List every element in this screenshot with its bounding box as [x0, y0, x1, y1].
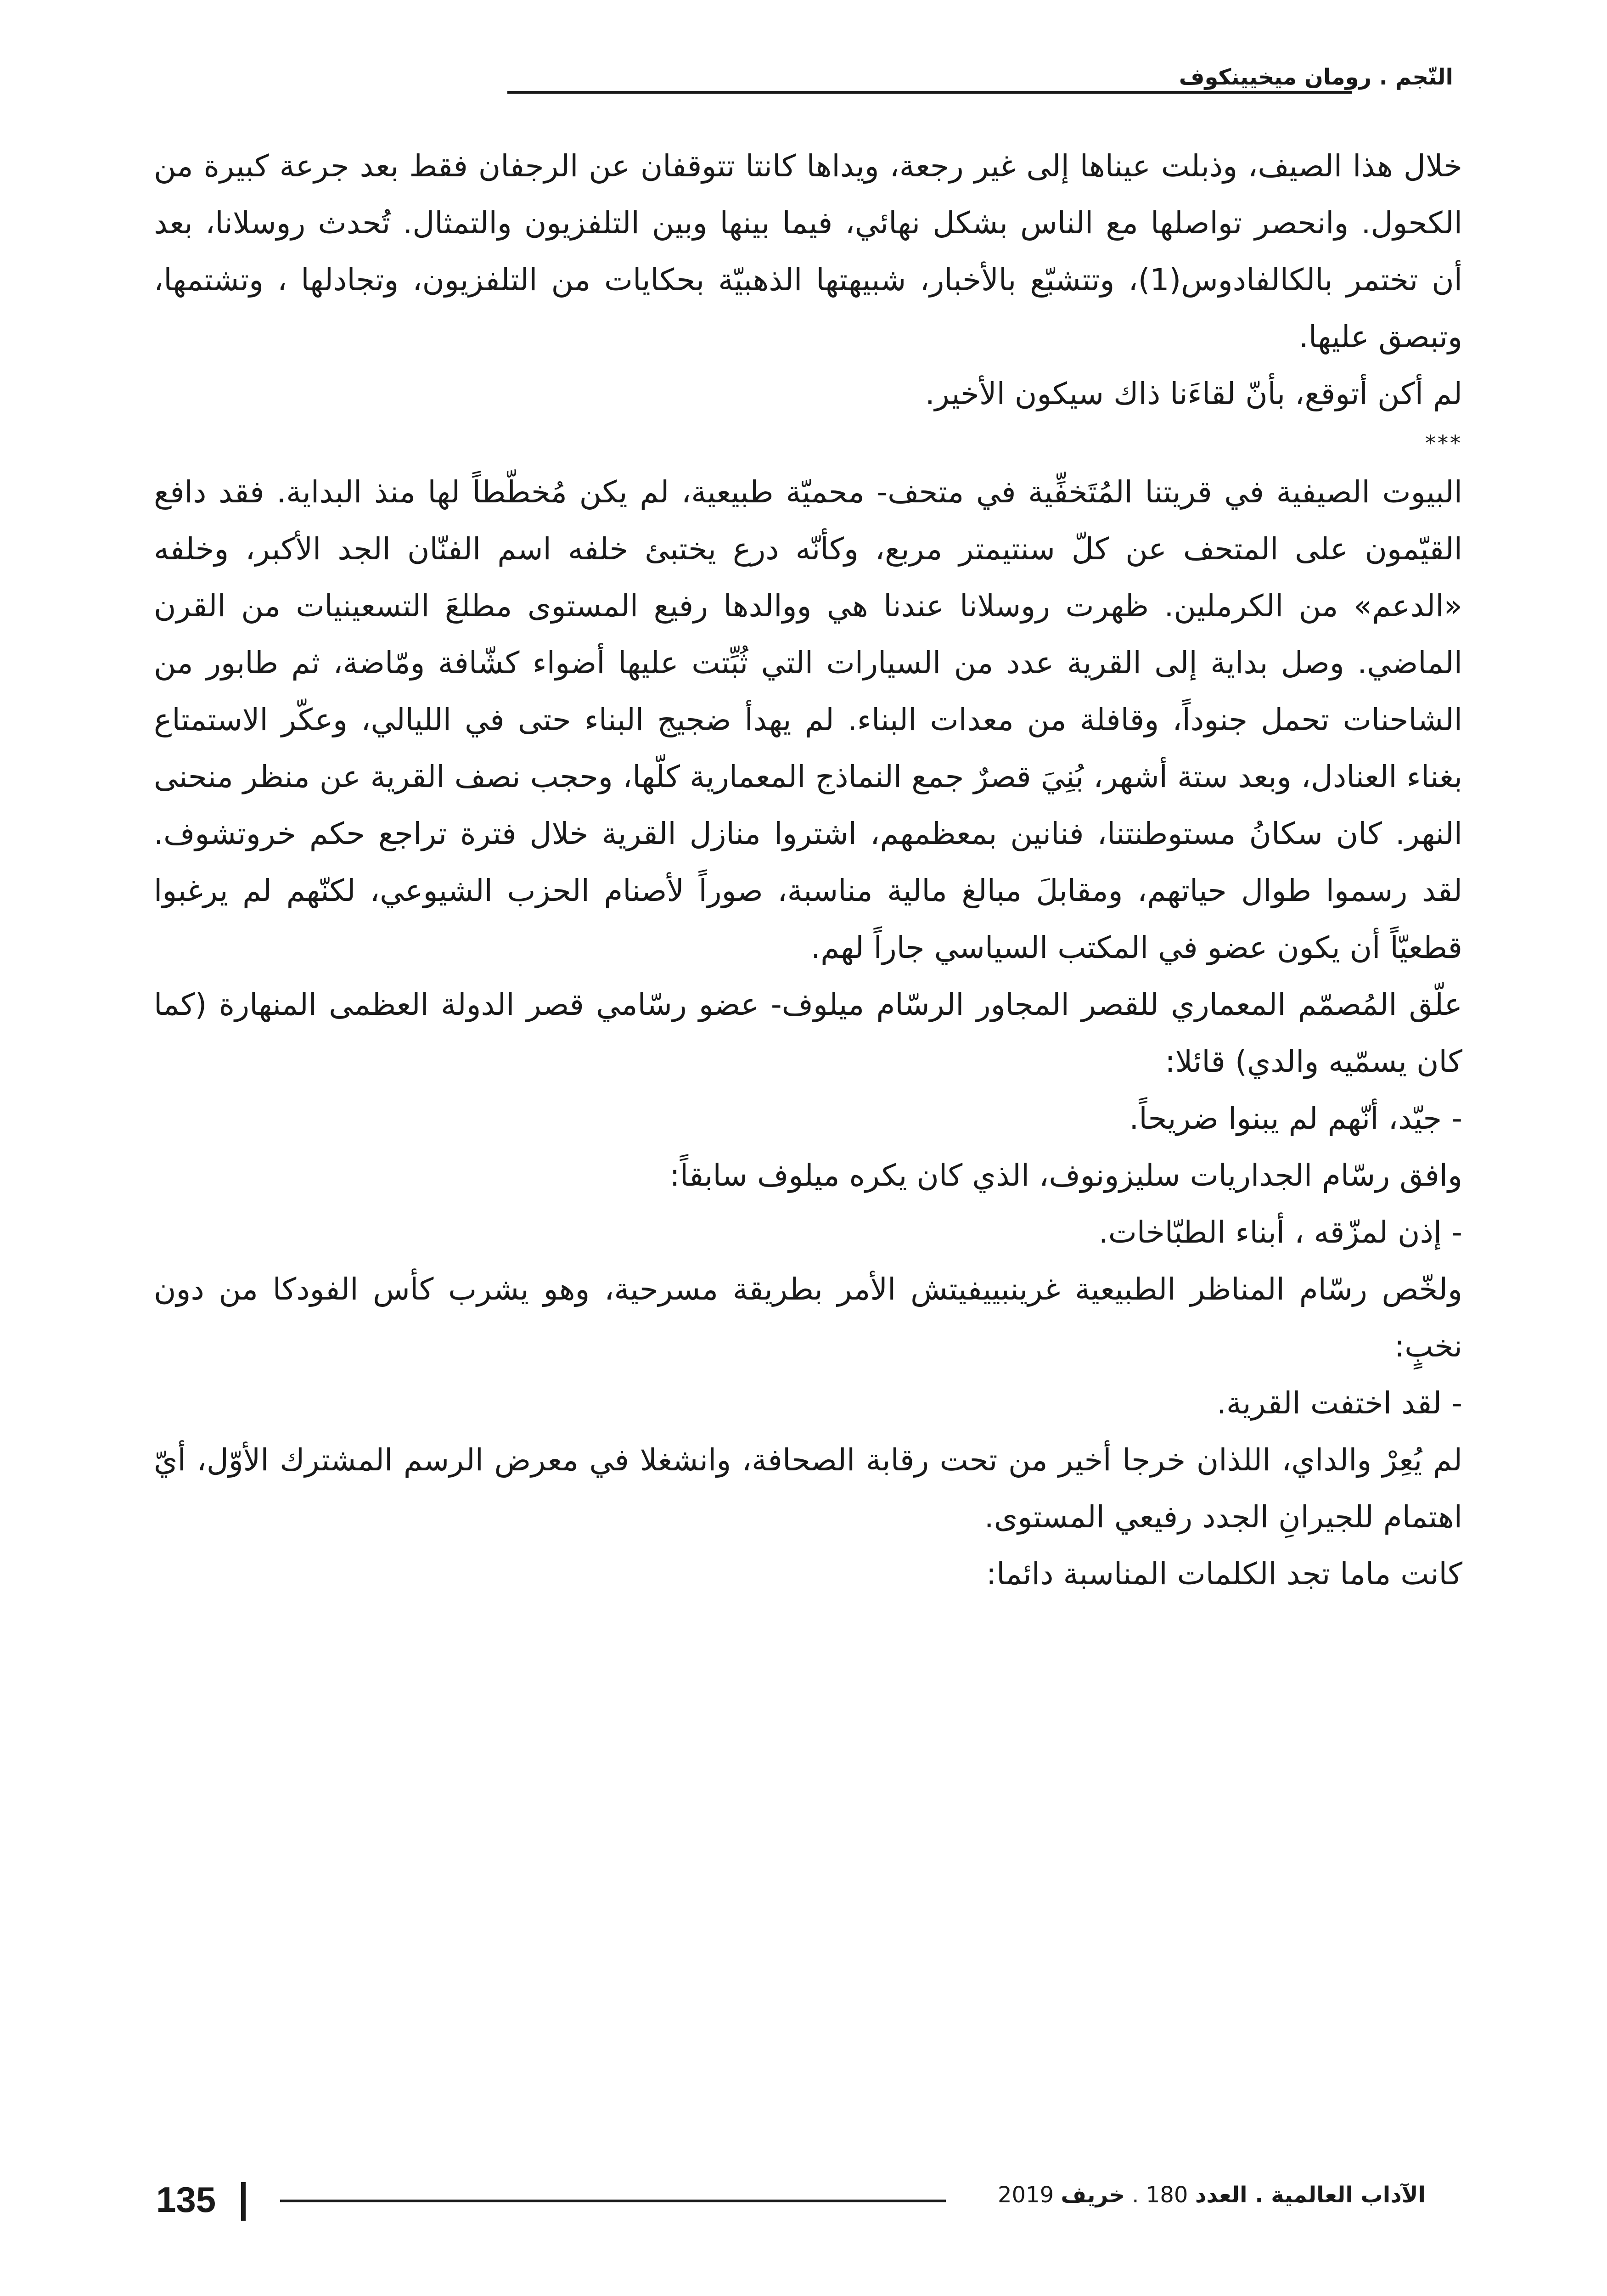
paragraph: وافق رسّام الجداريات سليزونوف، الذي كان يكره ميلوف سابقاً:	[669, 1158, 1462, 1193]
page-number: 135	[156, 2179, 216, 2220]
dialogue-line: - لقد اختفت القرية.	[1216, 1385, 1462, 1421]
paragraph: لم أكن أتوقع، بأنّ لقاءَنا ذاك سيكون الأخير.	[925, 376, 1462, 411]
paragraph: ولخّص رسّام المناظر الطبيعية غرينبييفيتش الأمر بطريقة مسرحية، وهو يشرب كأس الفودكا من دون نخبٍ:	[154, 1272, 1462, 1364]
section-separator: ***	[1425, 431, 1462, 456]
dialogue-line: - إذن لمزّقه ، أبناء الطبّاخات.	[1098, 1215, 1462, 1250]
article-body	[154, 138, 1462, 1603]
journal-name: الآداب العالمية . العدد	[1195, 2182, 1426, 2208]
issue-season: خريف	[1061, 2182, 1125, 2208]
header-rule	[507, 91, 1352, 94]
paragraph: علّق المُصمّم المعماري للقصر المجاور الرسّام ميلوف- عضو رسّامي قصر الدولة العظمى المنهارة (كما كان يسمّيه والدي) قائلا:	[154, 987, 1462, 1079]
paragraph: لم يُعِرْ والداي، اللذان خرجا أخير من تحت رقابة الصحافة، وانشغلا في معرض الرسم المشترك الأوّل، أيّ اهتمام للجيرانِ الجدد رفيعي المستوى.	[154, 1442, 1462, 1535]
page-number-divider	[241, 2182, 246, 2221]
paragraph: خلال هذا الصيف، وذبلت عيناها إلى غير رجعة، ويداها كانتا تتوقفان عن الرجفان فقط بعد جرعة كبيرة من الكحول. وانحصر تواصلها مع الناس بشكل نهائي، فيما بينها وبين التلفزيون والتمثال. تُحدث روسلانا، بعد أن تختمر بالكالفادوس(1)، وتتشبّع بالأخبار، شبيهتها الذهبيّة بحكايات من التلفزيون، وتجادلها ، وتشتمها، وتبصق عليها.	[154, 148, 1463, 355]
footer-citation: الآداب العالمية . العدد 180 . خريف 2019	[997, 2182, 1426, 2208]
paragraph: البيوت الصيفية في قريتنا المُتَخفِّية في متحف- محميّة طبيعية، لم يكن مُخطّطاً لها منذ البداية. فقد دافع القيّمون على المتحف عن كلّ سنتيمتر مربع، وكأنّه درع يختبئ خلفه اسم الفنّان الجد الأكبر، وخلفه «الدعم» من الكرملين. ظهرت روسلانا عندنا هي ووالدها رفيع المستوى مطلعَ التسعينيات من القرن الماضي. وصل بداية إلى القرية عدد من السيارات التي ثُبِّتت عليها أضواء كشّافة ومّاضة، ثم طابور من الشاحنات تحمل جنوداً، وقافلة من معدات البناء. لم يهدأ ضجيج البناء حتى في الليالي، وعكّر الاستمتاع بغناء العنادل، وبعد ستة أشهر، بُنِيَ قصرٌ جمع النماذج المعمارية كلّها، وحجب نصف القرية عن منظر منحنى النهر. كان سكانُ مستوطنتنا، فنانين بمعظمهم، اشتروا منازل القرية خلال فترة تراجع حكم خروتشوف. لقد رسموا طوال حياتهم، ومقابلَ مبالغ مالية مناسبة، صوراً لأصنام الحزب الشيوعي، لكنّهم لم يرغبوا قطعيّاً أن يكون عضو في المكتب السياسي جاراً لهم.	[154, 474, 1462, 965]
footer-rule	[280, 2200, 946, 2202]
running-head: النّجم . رومان ميخيينكوف	[1179, 64, 1453, 90]
dialogue-line: - جيّد، أنّهم لم يبنوا ضريحاً.	[1129, 1101, 1462, 1136]
paragraph: كانت ماما تجد الكلمات المناسبة دائما:	[986, 1556, 1462, 1592]
issue-number: 180	[1146, 2182, 1188, 2208]
issue-year: 2019	[997, 2182, 1054, 2208]
